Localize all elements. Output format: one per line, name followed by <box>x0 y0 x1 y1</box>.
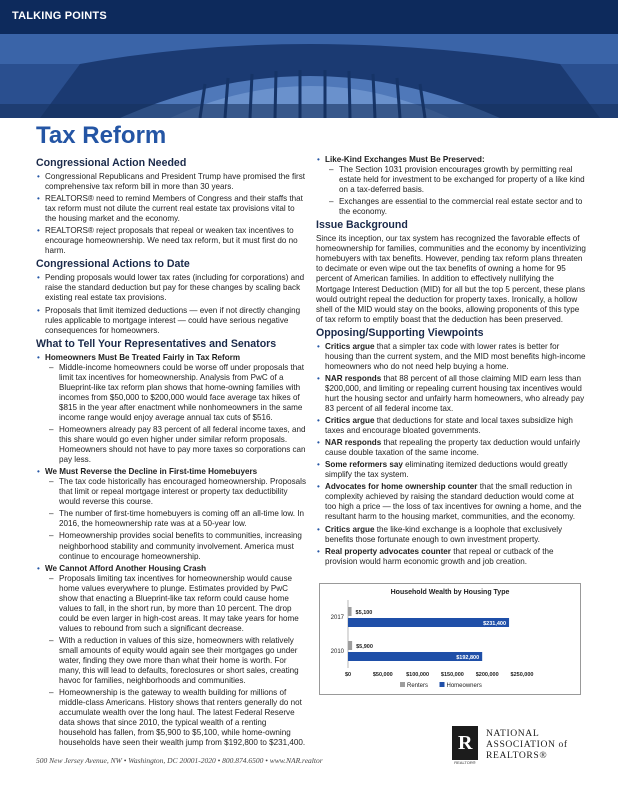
action-needed-list <box>36 172 306 256</box>
list-item <box>316 155 586 217</box>
section-heading-actions-to-date: Congressional Actions to Date <box>36 258 190 271</box>
viewpoint-text: eliminating itemized deductions would greatly simplify the tax system. <box>325 460 568 480</box>
what-to-tell-list <box>36 353 306 749</box>
bar-renters <box>348 607 352 616</box>
x-tick-label: $250,000 <box>510 672 534 678</box>
viewpoint-text: that 88 percent of all those claiming MID earn less than $200,000, and limiting or repealing current housing tax incentives would hurt the housing sector and unfairly harm homeowners, who already pay 83 percent of all federal income tax. <box>325 373 585 413</box>
list-item: – The number of first-time homebuyers is coming off an all-time low. In 2016, the homeownership rate was at a 50-year low. <box>45 509 306 529</box>
data-label: $5,900 <box>356 644 373 650</box>
list-item: – Homeowners already pay 83 percent of all federal income taxes, and this share would go even higher under similar reform proposals. Homeowners should not have to pay more taxes so corporations can pay less. <box>45 425 306 465</box>
logo-caption: REALTOR® <box>454 760 476 765</box>
list-item: – Exchanges are essential to the commercial real estate sector and to the economy. <box>325 197 586 217</box>
viewpoint-lead: Critics argue <box>325 416 375 426</box>
viewpoint-text: that a simpler tax code with lower rates is better for housing than the current system, and the MID most benefits high-income homeowners who do not need help buying a home. <box>325 341 586 371</box>
list-item: – Homeownership is the gateway to wealth building for millions of middle-class Americans. History shows that renters generally do not accumulate wealth over the long haul. The latest Federal Reserve data shows that since 2010, the typical wealth of a renting household has fallen, from $5,900 to $5,100, while home-owning households have seen their wealth jump from $192,800 to $231,400. <box>45 688 306 748</box>
page-title: Tax Reform <box>36 122 167 149</box>
viewpoint-lead: Critics argue <box>325 524 375 534</box>
legend-swatch-homeowners <box>440 682 445 687</box>
list-item: • Proposals that limit itemized deductions — even if not directly changing rules applicable to mortgage interest — could have serious negative consequences for homeowners. <box>36 306 306 336</box>
viewpoint-text: that repeal or cutback of the provision would harm economic growth and job creation. <box>325 546 554 566</box>
viewpoint-text: that deductions for state and local taxes subsidize high taxes and encourage bloated governments. <box>325 416 573 436</box>
legend-label: Renters <box>407 683 429 689</box>
list-item: • Pending proposals would lower tax rates (including for corporations) and raise the standard deduction but pay for these changes by scaling back existing real estate tax provisions. <box>36 273 306 303</box>
like-kind-list <box>316 155 586 217</box>
list-item: – With a reduction in values of this size, homeowners with relatively small amounts of equity would again see their mortgages go under water, finding they owe more than what their home is worth. For many, this will lead to defaults, foreclosures or short sales, creating havoc for families, neighborhoods and communities. <box>45 636 306 686</box>
subheading-housing-crash: We Cannot Afford Another Housing Crash <box>45 563 207 573</box>
data-label: $5,100 <box>355 610 373 616</box>
list-item: – Homeownership provides social benefits to communities, increasing neighborhood stability and community involvement. America must continue to encourage homeownership. <box>45 531 306 561</box>
talking-points-bar <box>0 0 618 34</box>
viewpoint-lead: Some reformers say <box>325 460 403 470</box>
section-heading-issue-background: Issue Background <box>316 219 408 232</box>
viewpoint-lead: Critics argue <box>325 341 375 351</box>
list-item <box>316 416 586 436</box>
issue-background-text: Since its inception, our tax system has recognized the favorable effects of homeownership for families, communities and the economy by incentivizing homebuyers with tax benefits. However, pending tax reform plans threaten to decimate or even wipe out the tax benefits of owning a home for 95 percent of American families. In addition to effectively nullifying the Mortgage Interest Deduction (MID) for all but the top 5 percent, these plans would outright repeal the deduction for property taxes. Ironically, a hollow shell of the MID would stay on the books, allowing proponents of this type of tax reform to emptily boast that the deduction has been preserved. <box>316 234 586 324</box>
sub-list <box>45 477 306 561</box>
list-item <box>316 374 586 414</box>
list-item: – Proposals limiting tax incentives for homeownership would cause home values everywhere to plunge. Estimates provided by PwC show that enacting a Blueprint-like tax reform could cause home values to fall, in the short run, by more than 10 percent. The drop could be even larger in high-cost areas. It may take years for home values to rebound from such a significant decrease. <box>45 574 306 634</box>
sub-list <box>45 363 306 465</box>
x-tick-label: $0 <box>344 672 352 678</box>
chart-canvas <box>320 584 580 694</box>
viewpoint-lead: Real property advocates counter <box>325 546 451 556</box>
subheading-first-time-buyers: We Must Reverse the Decline in First-time Homebuyers <box>45 467 258 477</box>
viewpoints-list <box>316 342 586 567</box>
right-column <box>316 155 586 569</box>
y-tick-label: 2010 <box>330 649 344 655</box>
data-label: $192,800 <box>456 655 480 661</box>
viewpoint-lead: Advocates for home ownership counter <box>325 482 478 492</box>
list-item <box>316 525 586 545</box>
x-tick-label: $100,000 <box>406 672 430 678</box>
list-item <box>36 564 306 749</box>
list-item: – The tax code historically has encouraged homeownership. Proposals that limit or repeal mortgage interest or property tax deductibility would reverse this course. <box>45 477 306 507</box>
actions-to-date-list <box>36 273 306 335</box>
list-item: • REALTORS® reject proposals that repeal or weaken tax incentives to encourage homeownership. We need tax reform, but it must first do no harm. <box>36 226 306 256</box>
sub-list <box>325 165 586 217</box>
realtor-r-icon <box>452 726 478 760</box>
subheading-homeowners-fairly: Homeowners Must Be Treated Fairly in Tax Reform <box>45 352 241 362</box>
legend-label: Homeowners <box>446 683 482 689</box>
viewpoint-text: that the small reduction in complexity achieved by raising the standard deduction would come at too high a price — the loss of tax incentives for owning a home, and the resultant harm to the housing market, communities, and the economy. <box>325 482 582 522</box>
talking-points-label: TALKING POINTS <box>12 10 107 22</box>
list-item <box>36 353 306 466</box>
list-item <box>316 342 586 372</box>
subheading-like-kind: Like-Kind Exchanges Must Be Preserved: <box>325 155 485 164</box>
list-item: – The Section 1031 provision encourages growth by permitting real estate held for investment to be exchanged for property of a like kind on a tax-deferred basis. <box>325 165 586 195</box>
nar-logo <box>452 726 592 766</box>
capitol-dome-image <box>0 34 618 118</box>
logo-letter: R <box>458 732 473 754</box>
list-item <box>316 547 586 567</box>
logo-line-2: ASSOCIATION of <box>486 739 568 750</box>
list-item <box>316 482 586 522</box>
logo-line-3: REALTORS® <box>486 750 548 761</box>
viewpoint-lead: NAR responds <box>325 373 382 383</box>
sub-list <box>45 574 306 749</box>
x-tick-label: $150,000 <box>440 672 464 678</box>
viewpoint-text: that repealing the property tax deduction would unfairly cause double taxation of the same income. <box>325 438 581 458</box>
y-tick-label: 2017 <box>330 615 344 621</box>
viewpoint-lead: NAR responds <box>325 438 382 448</box>
logo-wordmark <box>486 728 568 761</box>
list-item: – Middle-income homeowners could be worse off under proposals that limit tax incentives for homeownership. Analysis from PwC of a Blueprint-like tax reform plan shows that home-owning families with incomes from $50,000 to $200,000 would face average tax hikes of $815 in the year after enactment while nonhomeowners in the same income range would enjoy average annual tax cuts of $516. <box>45 363 306 423</box>
list-item <box>36 467 306 561</box>
left-column <box>36 155 306 750</box>
x-tick-label: $200,000 <box>475 672 499 678</box>
x-tick-label: $50,000 <box>372 672 393 678</box>
data-label: $231,400 <box>483 621 507 627</box>
logo-line-1: NATIONAL <box>486 728 540 739</box>
section-heading-viewpoints: Opposing/Supporting Viewpoints <box>316 326 484 339</box>
chart-title: Household Wealth by Housing Type <box>390 589 510 596</box>
list-item <box>316 438 586 458</box>
list-item: • REALTORS® need to remind Members of Congress and their staffs that tax reform must not dilute the current real estate tax provisions vital to the housing market and the economy. <box>36 194 306 224</box>
section-heading-action-needed: Congressional Action Needed <box>36 157 187 169</box>
section-heading-what-to-tell: What to Tell Your Representatives and Senators <box>36 337 277 350</box>
header-banner <box>0 0 618 118</box>
legend-swatch-renters <box>400 682 405 687</box>
list-item <box>316 460 586 480</box>
viewpoint-text: the like-kind exchange is a loophole that exclusively benefits those fortunate enough to own investment property. <box>325 524 563 544</box>
bar-renters <box>348 641 352 650</box>
footer-address: 500 New Jersey Avenue, NW • Washington, DC 20001-2020 • 800.874.6500 • www.NAR.realtor <box>36 756 323 765</box>
list-item: • Congressional Republicans and President Trump have promised the first comprehensive tax reform bill in more than 30 years. <box>36 172 306 192</box>
household-wealth-chart <box>319 583 581 695</box>
